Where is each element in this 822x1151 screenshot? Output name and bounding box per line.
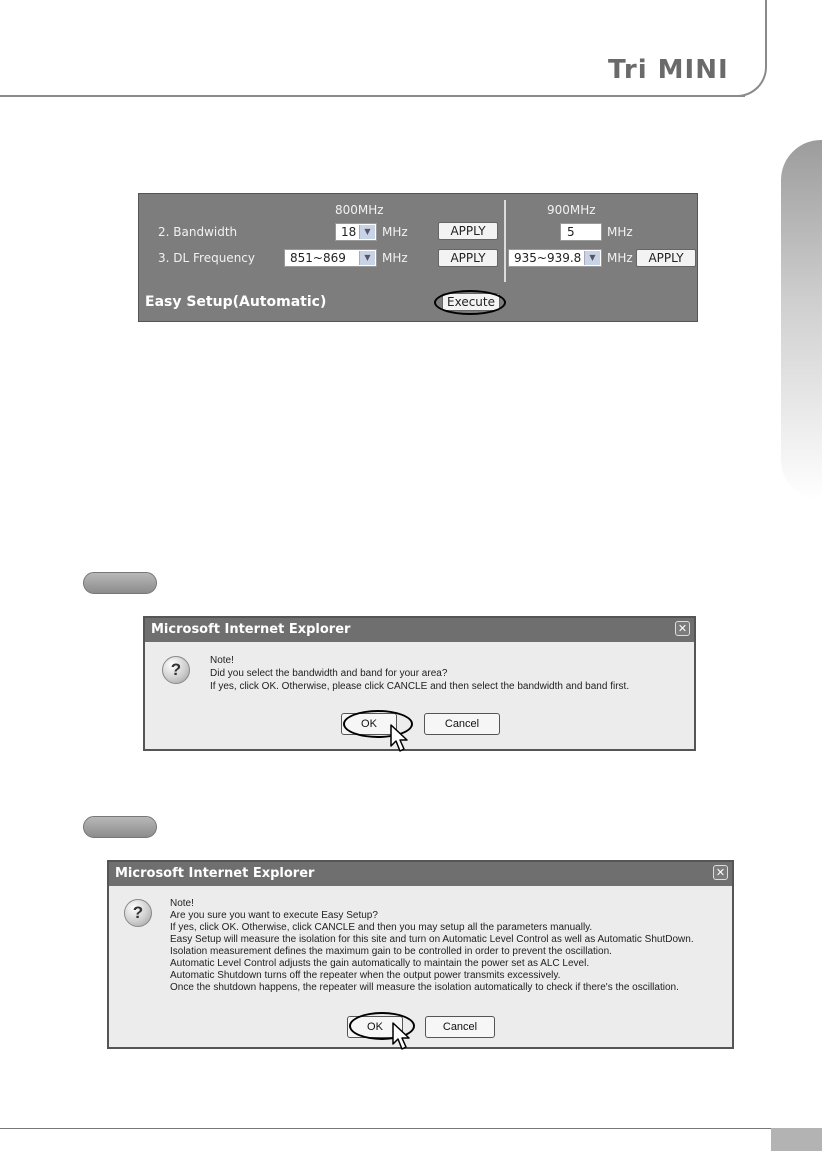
step-pill-2 <box>83 816 157 838</box>
bandwidth-800-unit: MHz <box>382 225 408 239</box>
bandwidth-900-input[interactable]: 5 <box>560 223 602 241</box>
cancel-button[interactable]: Cancel <box>425 1016 495 1038</box>
dialog-title-bar <box>145 618 694 642</box>
mouse-pointer-icon <box>389 724 411 754</box>
mouse-pointer-icon <box>391 1022 413 1052</box>
setup-panel <box>138 193 698 322</box>
band-900-header: 900MHz <box>547 203 596 217</box>
easy-setup-label: Easy Setup(Automatic) <box>145 294 327 310</box>
question-icon: ? <box>124 899 152 927</box>
dialog-message-line: Note! <box>170 898 194 909</box>
footer-rule <box>0 1128 822 1129</box>
dialog-title-bar <box>109 862 732 886</box>
execute-button[interactable]: Execute <box>442 293 500 311</box>
chevron-down-icon[interactable]: ▼ <box>359 225 375 239</box>
bandwidth-800-select[interactable] <box>335 223 377 241</box>
ok-button[interactable]: OK <box>341 713 397 735</box>
highlight-ellipse <box>434 290 506 315</box>
dialog-message-line: Automatic Level Control adjusts the gain automatically to maintain the power set as ALC Level. <box>170 958 590 969</box>
side-chapter-tab <box>781 140 822 500</box>
apply-bandwidth-800-button[interactable]: APPLY <box>438 222 498 240</box>
bandwidth-label: 2. Bandwidth <box>158 225 238 239</box>
dl-freq-900-unit: MHz <box>607 251 633 265</box>
step-pill-1 <box>83 572 157 594</box>
dialog-message-line: Once the shutdown happens, the repeater will measure the isolation automatically to check if there's the oscillation. <box>170 982 679 993</box>
dialog-message-line: Easy Setup will measure the isolation for this site and turn on Automatic Level Control as well as Automatic ShutDown. <box>170 934 694 945</box>
bandwidth-800-value: 18 <box>341 225 357 239</box>
dialog-message-line: Note! <box>210 655 234 666</box>
cancel-button[interactable]: Cancel <box>424 713 500 735</box>
close-icon[interactable]: ✕ <box>713 865 728 880</box>
dialog-title: Microsoft Internet Explorer <box>115 866 315 881</box>
apply-dl-freq-800-button[interactable]: APPLY <box>438 249 498 267</box>
dialog-title: Microsoft Internet Explorer <box>151 622 351 637</box>
dl-freq-800-unit: MHz <box>382 251 408 265</box>
page-number-box <box>771 1128 822 1151</box>
dialog-message-line: Did you select the bandwidth and band for your area? <box>210 668 448 679</box>
dl-freq-900-value: 935~939.8 <box>514 251 582 265</box>
dialog-message-line: Automatic Shutdown turns off the repeater when the output power transmits excessively. <box>170 970 561 981</box>
dialog-message-line: If yes, click OK. Otherwise, click CANCLE and then you may setup all the parameters manually. <box>170 922 593 933</box>
dialog-message-line: If yes, click OK. Otherwise, please click CANCLE and then select the bandwidth and band first. <box>210 681 630 692</box>
dl-freq-800-value: 851~869 <box>290 251 346 265</box>
dl-freq-800-select[interactable] <box>284 249 377 267</box>
close-icon[interactable]: ✕ <box>675 621 690 636</box>
apply-dl-freq-900-button[interactable]: APPLY <box>636 249 696 267</box>
band-800-header: 800MHz <box>335 203 384 217</box>
confirm-dialog-easy-setup <box>107 860 734 1049</box>
chevron-down-icon[interactable]: ▼ <box>584 251 600 265</box>
ok-button[interactable]: OK <box>347 1016 403 1038</box>
brand-logo: Tri MINI <box>608 55 729 85</box>
dialog-message-line: Isolation measurement defines the maximum gain to be controlled in order to prevent the oscillation. <box>170 946 612 957</box>
confirm-dialog-bandwidth <box>143 616 696 751</box>
band-divider <box>504 200 506 282</box>
question-icon: ? <box>162 656 190 684</box>
header-rule <box>0 95 745 97</box>
dialog-message-line: Are you sure you want to execute Easy Setup? <box>170 910 378 921</box>
bandwidth-900-unit: MHz <box>607 225 633 239</box>
dl-freq-900-select[interactable] <box>508 249 602 267</box>
dl-frequency-label: 3. DL Frequency <box>158 251 255 265</box>
chevron-down-icon[interactable]: ▼ <box>359 251 375 265</box>
